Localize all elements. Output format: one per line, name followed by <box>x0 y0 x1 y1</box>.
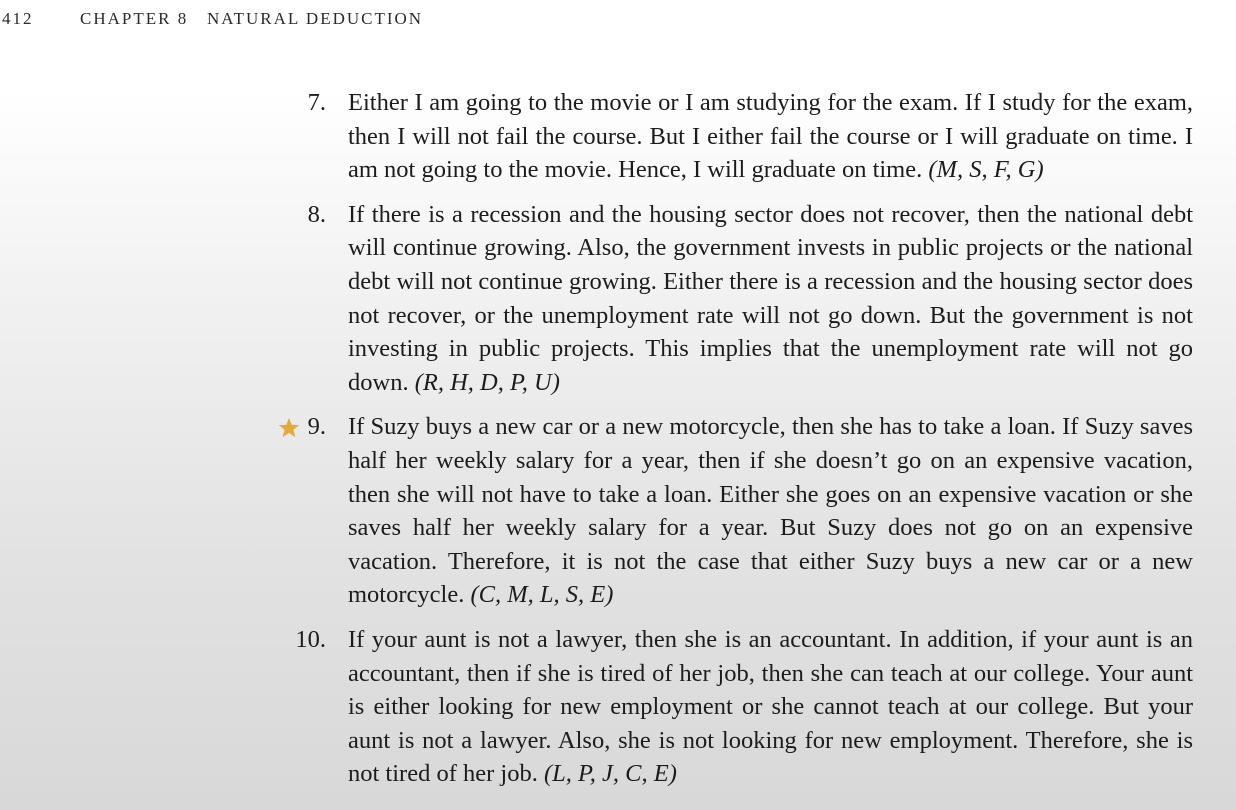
exercise-9 <box>307 410 1193 612</box>
exercise-variables: (M, S, F, G) <box>928 156 1044 184</box>
exercise-variables: (R, H, D, P, U) <box>414 368 560 396</box>
exercise-7 <box>307 86 1193 187</box>
page-number: 412 <box>2 9 34 28</box>
exercise-number: 8. <box>307 200 326 228</box>
exercise-text: If there is a recession and the housing sector does not recover, then the national debt will continue growing. Also, the government invests in public projects or the national debt will not continue growing. Either there is a recession and the housing sector does not recover, or the unemployment rate will not go down. But the government is not investing in public projects. This implies that the unemployment rate will not go down. <box>348 200 1193 396</box>
exercise-10 <box>295 623 1193 791</box>
exercise-text: If your aunt is not a lawyer, then she is an accountant. In addition, if your aunt is an accountant, then if she is tired of her job, then she can teach at our college. Your aunt is either looking for new employment or she cannot teach at our college. But your aunt is not a lawyer. Also, she is not looking for new employment. Therefore, she is not tired of her job. <box>348 625 1193 788</box>
exercise-list <box>295 86 1193 802</box>
exercise-variables: (C, M, L, S, E) <box>470 581 614 609</box>
exercise-text: If Suzy buys a new car or a new motorcycle, then she has to take a loan. If Suzy saves half her weekly salary for a year, then if she doesn’t go on an expensive vacation, then she will not have to take a loan. Either she goes on an expensive vacation or she saves half her weekly salary for a year. But Suzy does not go on an expensive vacation. Therefore, it is not the case that either Suzy buys a new car or a new motorcycle. <box>348 413 1193 609</box>
chapter-label: CHAPTER 8 <box>80 9 189 28</box>
chapter-title: NATURAL DEDUCTION <box>206 9 424 28</box>
exercise-variables: (L, P, J, C, E) <box>543 760 677 788</box>
exercise-8 <box>307 198 1193 400</box>
exercise-number: 9. <box>307 413 326 441</box>
exercise-text: Either I am going to the movie or I am studying for the exam. If I study for the exam, then I will not fail the course. But I either fail the course or I will graduate on time. I am not going to the movie. Hence, I will graduate on time. <box>348 89 1193 184</box>
exercise-number: 7. <box>307 89 326 116</box>
exercise-number: 10. <box>295 625 326 653</box>
running-head <box>2 9 423 29</box>
